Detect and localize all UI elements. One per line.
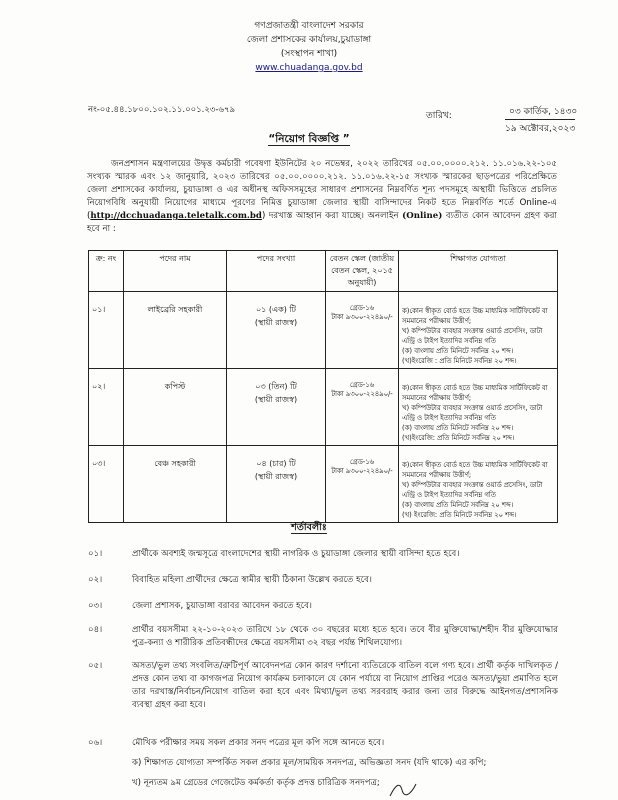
signature-mark bbox=[388, 780, 418, 798]
row-post-name: লাইব্রেরি সহকারী bbox=[124, 292, 227, 369]
section-name: (সংস্থাপন শাখা) bbox=[280, 49, 338, 59]
header-serial: ক্র: নং bbox=[89, 251, 124, 292]
qual-line: খ) কম্পিউটার ব্যবহার সংক্রান্ত ওয়ার্ড প্রসেসিং, ডাটা এন্ট্রি ও টাইপ ইত্যাদির সর্বনিম্ন গতি bbox=[402, 481, 543, 499]
header-pay-scale: বেতন স্কেল (জাতীয় বেতন স্কেল, ২০১৫ অনুযায়ী) bbox=[326, 251, 399, 292]
qual-line: খ) কম্পিউটার ব্যবহার সংক্রান্ত ওয়ার্ড প্রসেসিং, ডাটা এন্ট্রি ও টাইপ ইত্যাদির সর্বনিম্ন গতি bbox=[402, 404, 543, 422]
intro-text-end: ব্যতীত কোন আবেদন গ্রহণ করা হবে না : bbox=[87, 211, 558, 234]
condition-number: ০২। bbox=[88, 575, 103, 585]
post-count-value: ০৩ (তিন) টি bbox=[255, 382, 297, 391]
pay-range: টাকা ৯৩০০-২২৪৯০/- bbox=[331, 313, 393, 321]
condition-text: প্রার্থীর বয়সসীমা ২২-১০-২০২৩ তারিখে ১৮ থেকে ৩০ বছরের মধ্যে হতে হবে। তবে বীর মুক্তিযোদ্ধা/শহীদ বীর মুক্তিযোদ্ধার পুত্র-কন্যা ও শারীরিক প্রতিবন্ধীদের ক্ষেত্রে বয়সসীমা ৩২ বছর পর্যন্ত শিথিলযোগ্য। bbox=[132, 625, 558, 648]
pay-range: টাকা ৯৩০০-২২৪৯০/- bbox=[331, 390, 393, 398]
row-serial: ০৩। bbox=[89, 446, 124, 523]
application-link[interactable]: http://dcchuadanga.teletalk.com.bd bbox=[90, 211, 262, 221]
post-count-value: ০৪ (চার) টি bbox=[256, 459, 296, 468]
conditions-title: শর্তাবলীঃ bbox=[291, 522, 327, 533]
condition-number: ০৩। bbox=[88, 601, 103, 611]
sub-condition-item bbox=[88, 757, 558, 770]
govt-title: গণপ্রজাতন্ত্রী বাংলাদেশ সরকার bbox=[254, 21, 364, 31]
condition-text: অসত্য/ভুল তথ্য সংবলিত/ত্রুটিপূর্ণ আবেদনপত্র কোন কারণ দর্শানো ব্যতিরেকে বাতিল বলে গণ্য হবে। প্রার্থী কর্তৃক দাখিলকৃত / প্রদত্ত কোন তথ্য বা কাগজপত্র নিয়োগ কার্যক্রম চলাকালে যে কোন পর্যায়ে বা নিয়োগ প্রাপ্তির পরেও অসত্য/ভুয়া প্রমাণিত হলে তার দরখাস্ত/নির্বাচন/নিয়োগ বাতিল করা হবে এবং মিথ্যা/ভুল তথ্য সরবরাহ করার জন্য তার বিরুদ্ধে আইনগত/প্রশাসনিক ব্যবস্থা গ্রহণ করা হবে। bbox=[132, 661, 558, 710]
office-name: জেলা প্রশাসকের কার্যালয়,চুয়াডাঙ্গা bbox=[246, 35, 372, 45]
row-qualification bbox=[399, 446, 558, 523]
qual-line: ক)কোন স্বীকৃত বোর্ড হতে উচ্চ মাধ্যমিক সার্টিফিকেট বা সমমানের পরীক্ষায় উত্তীর্ণ; bbox=[402, 307, 548, 325]
condition-item bbox=[88, 574, 558, 587]
header-post-count: পদের সংখ্যা bbox=[227, 251, 326, 292]
date-label: তারিখ: bbox=[426, 111, 452, 121]
condition-number: ০৫। bbox=[88, 661, 103, 671]
row-pay-scale bbox=[326, 369, 399, 446]
header-post-name: পদের নাম bbox=[124, 251, 227, 292]
qual-line: খ) কম্পিউটার ব্যবহার সংক্রান্ত ওয়ার্ড প্রসেসিং, ডাটা এন্ট্রি ও টাইপ ইত্যাদির সর্বনিম্ন গতি bbox=[402, 327, 543, 345]
row-post-count bbox=[227, 369, 326, 446]
memo-number: নং-০৫.৪৪.১৮০০.১০২.১১.০০১.২৩-৬৭৯ bbox=[88, 105, 236, 115]
website-link[interactable]: www.chuadanga.gov.bd bbox=[255, 63, 363, 73]
row-serial: ০১। bbox=[89, 292, 124, 369]
condition-text: মৌখিক পরীক্ষার সময় সকল প্রকার সনদ পত্রের মূল কপি সঙ্গে আনতে হবে। bbox=[132, 738, 385, 748]
notice-title: “নিয়োগ বিজ্ঞপ্তি ” bbox=[268, 133, 350, 145]
row-pay-scale bbox=[326, 446, 399, 523]
row-post-count bbox=[227, 446, 326, 523]
qual-line: (খ)ইংরেজি : প্রতি মিনিটে সর্বনিম্ন ২০ শব্দ। bbox=[402, 357, 517, 365]
row-post-name: কপিস্ট bbox=[124, 369, 227, 446]
post-count-note: (স্থায়ী রাজস্ব) bbox=[254, 395, 298, 404]
qual-line: (খ)ইংরেজি: প্রতি মিনিটে সর্বনিম্ন ২০ শব্দ। bbox=[402, 434, 515, 442]
grade: গ্রেড-১৬ bbox=[349, 458, 375, 466]
online-word: (Online) bbox=[402, 211, 443, 221]
condition-item bbox=[88, 660, 558, 712]
sub-condition-item bbox=[88, 777, 558, 790]
date-english: ১৯ অক্টোবর,২০২৩ bbox=[505, 119, 575, 136]
intro-paragraph bbox=[87, 158, 557, 236]
row-post-name: বেঞ্চ সহকারী bbox=[124, 446, 227, 523]
condition-text: প্রার্থীকে অবশ্যই জন্মসূত্রে বাংলাদেশের স্থায়ী নাগরিক ও চুয়াডাঙ্গা জেলার স্থায়ী বাসিন্দা হতে হবে। bbox=[132, 549, 460, 559]
sub-condition-text: খ) নূন্যতম ৯ম গ্রেডের গেজেটেড কর্মকর্তা কর্তৃক প্রদত্ত চারিত্রিক সনদপত্র; bbox=[132, 778, 380, 788]
condition-item bbox=[88, 624, 558, 650]
condition-item bbox=[88, 737, 558, 750]
post-count-value: ০১ (এক) টি bbox=[255, 305, 297, 314]
qual-line: (ক) বাংলায় প্রতি মিনিটে সর্বনিম্ন ২০ শব্দ। bbox=[402, 501, 514, 509]
row-serial: ০২। bbox=[89, 369, 124, 446]
condition-text: জেলা প্রশাসক, চুয়াডাঙ্গা বরাবর আবেদন করতে হবে। bbox=[132, 601, 312, 611]
date-bangla: ০৩ কার্তিক, ১৪৩০ bbox=[509, 107, 578, 117]
table-row bbox=[89, 369, 558, 446]
condition-item bbox=[88, 548, 558, 561]
row-qualification bbox=[399, 292, 558, 369]
qual-line: (ক) বাংলায় প্রতি মিনিটে সর্বনিম্ন ২০ শব্দ। bbox=[402, 424, 514, 432]
grade: গ্রেড-১৬ bbox=[349, 304, 375, 312]
qual-line: ক)কোন স্বীকৃত বোর্ড হতে উচ্চ মাধ্যমিক সার্টিফিকেট বা সমমানের পরীক্ষায় উত্তীর্ণ; bbox=[402, 461, 548, 479]
post-count-note: (স্থায়ী রাজস্ব) bbox=[254, 318, 298, 327]
row-qualification bbox=[399, 369, 558, 446]
condition-number: ০৪। bbox=[88, 625, 103, 635]
qual-line: ক)কোন স্বীকৃত বোর্ড হতে উচ্চ মাধ্যমিক সার্টিফিকেট বা সমমানের পরীক্ষায় উত্তীর্ণ; bbox=[402, 384, 548, 402]
header-qualification: শিক্ষাগত যোগ্যতা bbox=[399, 251, 558, 292]
condition-text: বিবাহিত মহিলা প্রার্থীদের ক্ষেত্রে স্বামীর স্থায়ী ঠিকানা উল্লেখ করতে হবে। bbox=[132, 575, 372, 585]
condition-number: ০১। bbox=[88, 549, 103, 559]
qual-line: (ক) বাংলায় প্রতি মিনিটে সর্বনিম্ন ২০ শব্দ। bbox=[402, 347, 514, 355]
row-pay-scale bbox=[326, 292, 399, 369]
intro-text-after-link: ) দরখাস্ত আহ্বান করা যাচ্ছে। অনলাইন bbox=[261, 211, 399, 221]
table-header-row bbox=[89, 251, 558, 292]
post-count-note: (স্থায়ী রাজস্ব) bbox=[254, 472, 298, 481]
table-row bbox=[89, 446, 558, 523]
qual-line: (খ) ইংরেজি: প্রতি মিনিটে সর্বনিম্ন ২০ শব্দ। bbox=[402, 511, 517, 519]
table-row bbox=[89, 292, 558, 369]
condition-number: ০৬। bbox=[88, 738, 103, 748]
intro-text: জনপ্রশাসন মন্ত্রণালয়ের উদ্বৃত্ত কর্মচারী গবেষণা ইউনিটের ২০ নভেম্বর, ২০২২ তারিখের ০৫.০০.০০০০.২১২. ১১.০১৬.২২-১০৫ সংখ্যক স্মারক এবং ১২ জানুয়ারি, ২০২৩ তারিখের ০৫.০০.০০০০.২১২. ১১.০১৬.২২-১৫ সংখ্যক স্মারকের ছাড়পত্রের পরিপ্রেক্ষিতে জেলা প্রশাসকের কার্যালয়, চুয়াডাঙ্গা ও এর অধীনস্থ অফিসসমূহের সাধারণ প্রশাসনের নিম্নবর্ণিত শূন্য পদসমূহে অস্থায়ী ভিত্তিতে প্রচলিত নিয়োগবিধি অনুযায়ী নিয়োগের মাধ্যমে পূরণের নিমিত্ত চুয়াডাঙ্গা জেলার স্থায়ী বাসিন্দাদের নিকট হতে নিম্নবর্ণিত শর্তে Online-এ ( bbox=[87, 159, 557, 221]
pay-range: টাকা ৯৩০০-২২৪৯০/- bbox=[331, 467, 393, 475]
row-post-count bbox=[227, 292, 326, 369]
posts-table bbox=[88, 250, 558, 523]
sub-condition-text: ক) শিক্ষাগত যোগ্যতা সম্পর্কিত সকল প্রকার মূল/সাময়িক সনদপত্র, অভিজ্ঞতা সনদ (যদি থাকে) এর কপি; bbox=[132, 758, 487, 768]
condition-item bbox=[88, 600, 558, 613]
grade: গ্রেড-১৬ bbox=[349, 381, 375, 389]
